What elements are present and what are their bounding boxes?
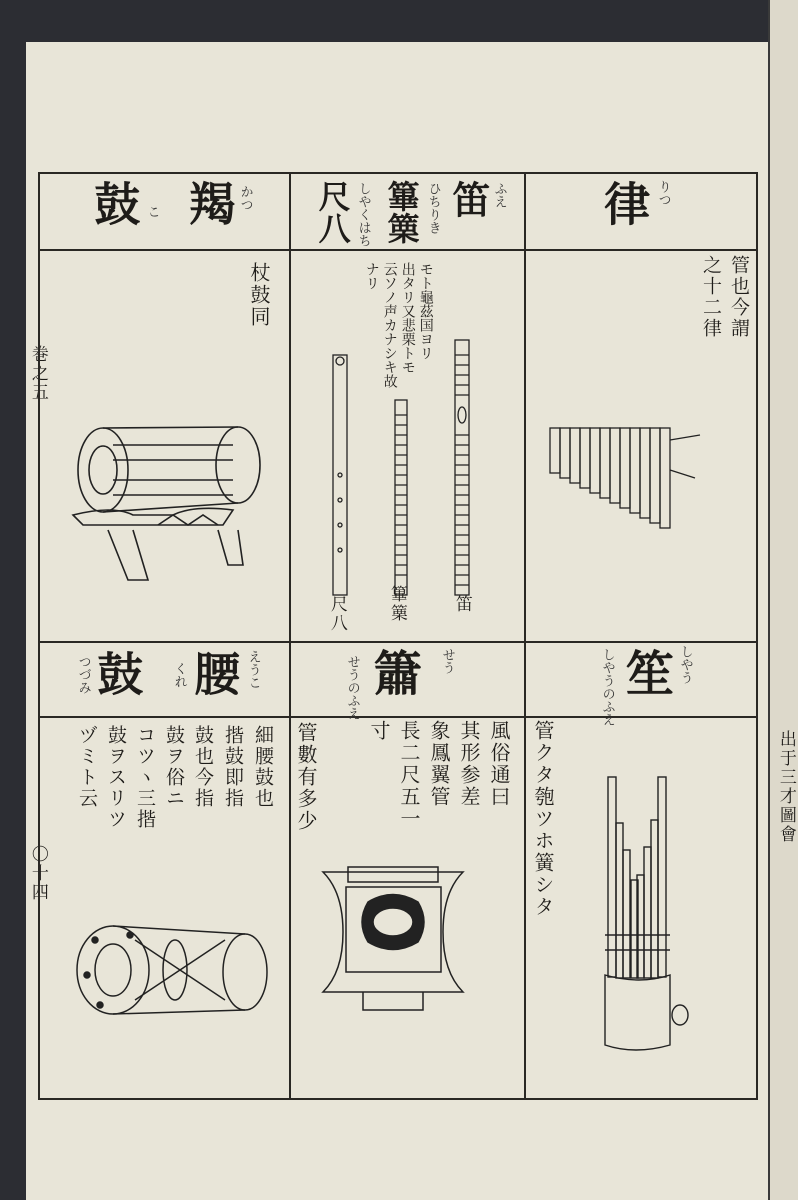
sho-illustration <box>600 775 690 1045</box>
text-yoko-7: ヅミト云 <box>75 725 98 809</box>
text-fue-2: 出タリ又悲栗トモ <box>399 262 416 374</box>
shou-panpipe-illustration <box>318 862 468 1012</box>
text-shou-6: 管數有多少 <box>294 722 318 832</box>
reading-sho-1: しやう <box>677 645 693 684</box>
text-shou-2: 其形参差 <box>457 720 481 808</box>
text-yoko-5: コツヽ三揩 <box>133 725 156 830</box>
text-yoko-3: 鼓也今指 <box>191 725 214 809</box>
volume-label: 巻之五 <box>27 345 48 402</box>
reading-yoko-3: つづみ <box>75 655 91 694</box>
text-katsuko: 杖鼓同 <box>247 262 271 328</box>
reading-yoko-2: くれ <box>171 662 187 688</box>
title-yoko-2: 鼓 <box>90 650 145 696</box>
text-yoko-4: 鼓ヲ俗ニ <box>162 725 185 809</box>
title-ritsu: 律 <box>597 180 652 226</box>
reading-shou-2: せうのふえ <box>344 655 360 720</box>
reading-shakuhachi: しやくはち <box>355 182 371 247</box>
reading-katsuko-1: かつ <box>237 185 253 211</box>
panpipe-illustration <box>545 420 725 530</box>
reading-ritsu: りつ <box>655 180 671 206</box>
label-hichiriki: 篳篥 <box>386 585 407 623</box>
reading-katsuko-2: こ <box>144 205 160 218</box>
title-yoko-1: 腰 <box>187 650 242 696</box>
text-shou-5: 寸 <box>367 720 391 742</box>
title-hichiriki: 篳篥 <box>382 180 421 244</box>
text-ritsu-1: 管也今謂 <box>727 255 750 339</box>
text-fue-1: モト龜茲国ヨリ <box>417 262 434 360</box>
reading-shou-1: せう <box>439 648 455 674</box>
text-shou-4: 長二尺五一 <box>397 720 421 830</box>
title-katsuko-2: 鼓 <box>87 180 142 226</box>
page-number: 〇十四 <box>27 845 48 902</box>
label-fue: 笛 <box>451 595 472 614</box>
text-yoko-1: 細腰鼓也 <box>251 725 274 809</box>
title-shakuhachi: 尺八 <box>313 180 352 244</box>
reading-sho-2: しやうのふえ <box>599 648 615 726</box>
flutes-illustration <box>325 335 475 595</box>
reading-hichiriki: ひちりき <box>425 182 441 234</box>
reading-fue: ふえ <box>491 182 507 208</box>
next-page-edge <box>768 0 798 1200</box>
reading-yoko-1: えうこ <box>245 650 261 689</box>
text-shou-3: 象鳳翼管 <box>427 720 451 808</box>
side-note: 出于三才圖會 <box>775 730 796 844</box>
text-fue-4: ナリ <box>363 262 380 290</box>
yoko-drum-illustration <box>75 920 275 1020</box>
title-katsuko-1: 羯 <box>182 180 237 226</box>
title-shou: 簫 <box>365 648 422 696</box>
text-sho: 管クタ匏ツホ簧シタ <box>531 720 555 918</box>
text-ritsu-2: 之十二律 <box>699 255 722 339</box>
text-yoko-6: 鼓ヲスリツ <box>104 725 127 830</box>
text-shou-1: 風俗通曰 <box>487 720 511 808</box>
text-fue-3: 云ソノ声カナシキ故 <box>381 262 398 388</box>
title-fue: 笛 <box>445 180 491 218</box>
title-sho: 笙 <box>617 648 674 696</box>
label-shakuhachi: 尺八 <box>326 595 347 633</box>
katsuko-drum-illustration <box>68 420 268 580</box>
text-yoko-2: 揩鼓即指 <box>221 725 244 809</box>
